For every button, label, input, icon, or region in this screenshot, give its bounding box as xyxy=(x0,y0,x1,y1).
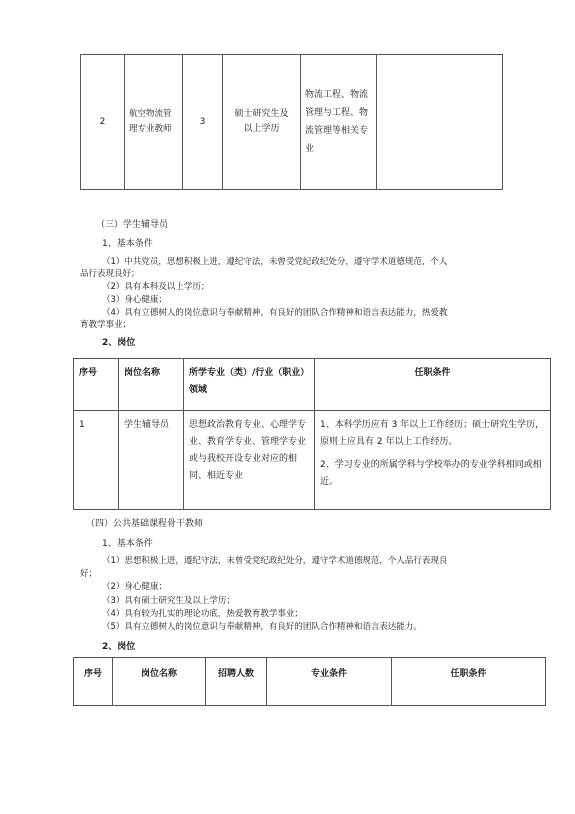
cell-no: 2 xyxy=(81,55,125,190)
section-title: （四）公共基础课程骨干教师 xyxy=(86,519,204,529)
section-title: （三）学生辅导员 xyxy=(96,220,169,230)
list-item: （4）具有较为扎实的理论功底，热爱教育教学事业； xyxy=(102,609,303,619)
list-item: （2）具有本科及以上学历； xyxy=(102,282,210,292)
subsection-title: 2、岗位 xyxy=(102,338,136,348)
condition-1: 1、本科学历应有 3 年以上工作经历；硕士研究生学历，原则上应具有 2 年以上工作经历。 xyxy=(320,420,545,447)
list-item: （1）中共党员，思想积极上进，遵纪守法，未曾受党纪政纪处分，遵守学术道德规范，个人 xyxy=(102,257,448,267)
list-item: 好； xyxy=(80,569,98,579)
table-header-row xyxy=(74,359,551,411)
header-no: 序号 xyxy=(74,658,113,706)
cell-position xyxy=(125,55,183,190)
header-count: 招聘人数 xyxy=(206,658,267,706)
list-item: （3）具有硕士研究生及以上学历； xyxy=(102,596,235,606)
condition-2: 2、学习专业的所属学科与学校举办的专业学科相同或相近。 xyxy=(320,460,542,487)
list-item: （4）具有立德树人的岗位意识与奉献精神，有良好的团队合作精神和语言表达能力，热爱教 xyxy=(102,308,448,318)
cell-position-text: 航空物流管理专业教师 xyxy=(129,109,172,134)
list-item: （3）身心健康； xyxy=(102,295,167,305)
list-item: 品行表现良好； xyxy=(80,269,140,279)
list-item: （2）身心健康； xyxy=(102,582,167,592)
cell-condition xyxy=(315,411,551,510)
subsection-title: 2、岗位 xyxy=(102,642,136,652)
cell-field: 思想政治教育专业、心理学专业、教育学专业、管理学专业或与我校开设专业对应的相同、相近专业 xyxy=(184,411,315,510)
cell-position: 学生辅导员 xyxy=(119,411,184,510)
table-row xyxy=(81,55,503,190)
subsection-title: 1、基本条件 xyxy=(102,539,153,549)
list-item: （1）思想积极上进，遵纪守法，未曾受党纪政纪处分，遵守学术道德规范，个人品行表现良 xyxy=(102,556,448,566)
cell-count: 3 xyxy=(183,55,223,190)
cell-education-text: 硕士研究生及以上学历 xyxy=(234,109,289,134)
subsection-title: 1、基本条件 xyxy=(102,239,153,249)
table-header-row xyxy=(74,658,546,706)
cell-education xyxy=(223,55,301,190)
header-condition: 任职条件 xyxy=(392,658,546,706)
list-item: （5）具有立德树人的岗位意识与奉献精神，有良好的团队合作精神和语言表达能力。 xyxy=(102,622,422,632)
header-no: 序号 xyxy=(74,359,119,411)
counselor-table xyxy=(73,358,551,510)
cell-no: 1 xyxy=(74,411,119,510)
cell-major-text: 物流工程、物流管理与工程、物流管理等相关专业 xyxy=(305,90,369,154)
header-position: 岗位名称 xyxy=(119,359,184,411)
cell-major xyxy=(301,55,377,190)
header-major: 专业条件 xyxy=(267,658,392,706)
header-field: 所学专业（类）/行业（职业）领域 xyxy=(184,359,315,411)
position-table-continued xyxy=(80,54,503,190)
header-condition: 任职条件 xyxy=(315,359,551,411)
cell-condition xyxy=(377,55,503,190)
header-position: 岗位名称 xyxy=(113,658,206,706)
basic-course-table xyxy=(73,657,546,706)
list-item: 育教学事业； xyxy=(80,320,132,330)
table-row xyxy=(74,411,551,510)
